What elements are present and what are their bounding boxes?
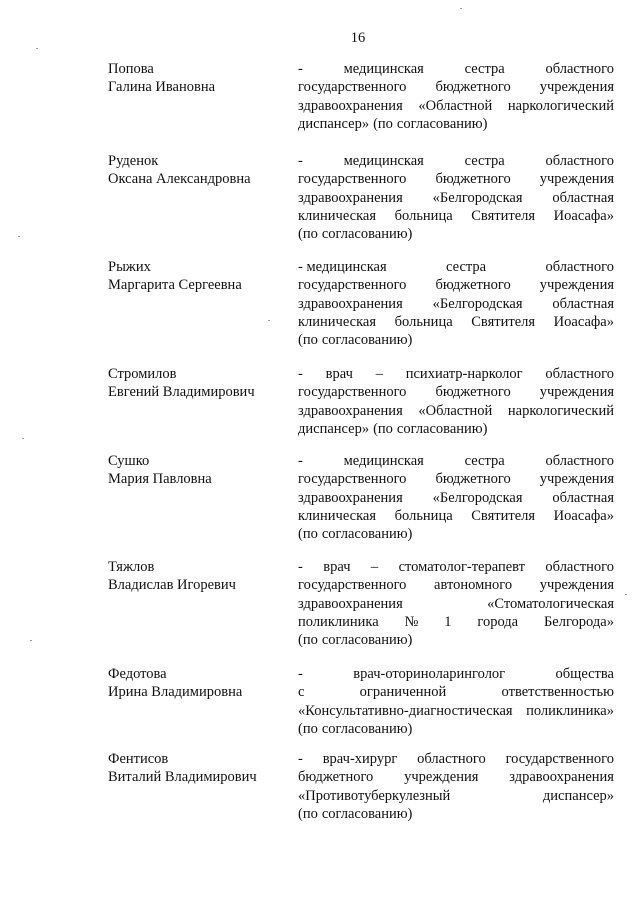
position-word: наркологический — [507, 97, 614, 114]
position-word: учреждения — [539, 471, 614, 488]
position-word: (по — [298, 526, 318, 543]
position-word: (по — [298, 720, 318, 737]
position-word: № — [404, 613, 419, 630]
position-word: (по — [298, 226, 318, 243]
position-line — [298, 331, 614, 349]
position-word: областного — [545, 366, 614, 382]
position-word: Иоасафа» — [553, 507, 614, 524]
position-line — [298, 276, 614, 294]
position-word: согласованию) — [321, 632, 413, 649]
member-name — [108, 258, 288, 295]
position-line — [298, 489, 614, 507]
scan-speck — [625, 594, 627, 595]
member-name — [108, 365, 288, 402]
position-line — [298, 402, 614, 420]
position-word: учреждения — [539, 384, 614, 401]
position-word: согласованию) — [396, 420, 488, 437]
position-word: согласованию) — [321, 332, 413, 349]
member-position — [298, 665, 614, 738]
position-word: здравоохранения — [509, 769, 614, 786]
position-word: бюджетного — [435, 471, 511, 488]
position-word: 1 — [444, 613, 452, 630]
position-word: «Белгородская — [432, 489, 523, 506]
member-position — [298, 258, 614, 349]
position-word: государственного — [505, 751, 614, 767]
position-word: здравоохранения — [298, 97, 403, 114]
position-line — [298, 525, 614, 543]
member-given-names: Оксана Александровна — [108, 171, 251, 188]
member-surname: Руденок — [108, 153, 159, 169]
position-word: «Противотуберкулезный — [298, 787, 451, 804]
position-word: - — [298, 453, 303, 469]
position-line — [298, 189, 614, 207]
member-surname: Сушко — [108, 453, 150, 469]
position-word: диспансер» — [298, 420, 370, 437]
position-word: согласованию) — [321, 526, 413, 543]
position-word: областная — [552, 489, 614, 506]
position-word: бюджетного — [435, 79, 511, 96]
scan-speck — [22, 438, 24, 439]
position-word: государственного — [298, 471, 407, 488]
position-word: диспансер» — [542, 787, 614, 804]
position-line — [298, 365, 614, 383]
position-line — [298, 613, 614, 631]
position-word: врач-хирург — [322, 751, 398, 767]
member-position — [298, 558, 614, 649]
position-word: учреждения — [539, 171, 614, 188]
position-word: согласованию) — [396, 115, 488, 132]
position-word: здравоохранения — [298, 489, 403, 506]
position-word: областного — [545, 453, 614, 469]
position-word: - — [298, 751, 303, 767]
position-word: «Стоматологическая — [487, 595, 614, 612]
position-word: врач-оториноларинголог — [353, 666, 506, 682]
position-word: (по — [298, 632, 318, 649]
position-word: государственного — [298, 171, 407, 188]
member-position — [298, 152, 614, 243]
position-word: «Областной — [418, 97, 493, 114]
position-word: здравоохранения — [298, 295, 403, 312]
position-word: областного — [417, 751, 486, 767]
member-position — [298, 60, 614, 133]
position-word: Иоасафа» — [553, 313, 614, 330]
member-given-names: Владислав Игоревич — [108, 577, 236, 594]
position-word: сестра — [446, 259, 487, 275]
position-word: бюджетного — [435, 171, 511, 188]
member-surname: Попова — [108, 61, 154, 77]
position-word: Святителя — [471, 207, 536, 224]
position-line — [298, 470, 614, 488]
position-word: (по — [373, 115, 393, 132]
position-line — [298, 78, 614, 96]
member-surname: Тяжлов — [108, 559, 155, 575]
position-word: согласованию) — [321, 226, 413, 243]
position-word: «Белгородская — [432, 189, 523, 206]
member-surname: Стромилов — [108, 366, 177, 382]
member-given-names: Мария Павловна — [108, 471, 212, 488]
position-word: медицинская — [343, 153, 424, 169]
position-line — [298, 60, 614, 78]
scan-speck — [268, 320, 270, 321]
position-line — [298, 115, 614, 133]
position-line — [298, 452, 614, 470]
position-word: бюджетного — [435, 384, 511, 401]
position-word: (по — [298, 332, 318, 349]
position-line — [298, 683, 614, 701]
position-word: больница — [394, 507, 453, 524]
position-line — [298, 558, 614, 576]
position-word: клиническая — [298, 313, 377, 330]
position-word: сестра — [464, 153, 505, 169]
member-name — [108, 152, 288, 189]
position-line — [298, 768, 614, 786]
position-word: больница — [394, 207, 453, 224]
member-name — [108, 60, 288, 97]
member-surname: Федотова — [108, 666, 167, 682]
position-line — [298, 152, 614, 170]
position-word: поликлиника — [298, 613, 379, 630]
position-word: «Белгородская — [432, 295, 523, 312]
position-word: - медицинская — [298, 259, 387, 275]
position-word: Святителя — [471, 313, 536, 330]
position-word: учреждения — [539, 79, 614, 96]
position-word: государственного — [298, 79, 407, 96]
position-word: бюджетного — [298, 769, 374, 786]
position-line — [298, 631, 614, 649]
member-name — [108, 750, 288, 787]
position-word: Белгорода» — [543, 613, 614, 630]
member-given-names: Галина Ивановна — [108, 79, 216, 96]
position-word: учреждения — [539, 577, 614, 594]
position-word: - — [298, 559, 303, 575]
position-line — [298, 207, 614, 225]
position-word: врач — [325, 366, 353, 382]
position-word: государственного — [298, 577, 407, 594]
position-line — [298, 665, 614, 683]
member-given-names: Евгений Владимирович — [108, 384, 255, 401]
position-word: клиническая — [298, 207, 377, 224]
position-word: согласованию) — [321, 720, 413, 737]
scan-speck — [36, 48, 38, 49]
position-line — [298, 750, 614, 768]
position-word: – — [375, 366, 383, 382]
position-line — [298, 787, 614, 805]
position-line — [298, 97, 614, 115]
position-line — [298, 507, 614, 525]
position-word: областная — [552, 189, 614, 206]
position-word: - — [298, 366, 303, 382]
position-line — [298, 225, 614, 243]
position-line — [298, 313, 614, 331]
position-word: (по — [298, 805, 318, 822]
member-name — [108, 665, 288, 702]
position-word: - — [298, 61, 303, 77]
position-word: Иоасафа» — [553, 207, 614, 224]
position-word: учреждения — [539, 277, 614, 294]
member-given-names: Маргарита Сергеевна — [108, 277, 242, 294]
position-word: областного — [545, 559, 614, 575]
position-word: - — [298, 666, 303, 682]
position-word: здравоохранения — [298, 595, 403, 612]
position-line — [298, 420, 614, 438]
position-word: сестра — [464, 453, 505, 469]
position-word: – — [370, 559, 379, 575]
position-word: клиническая — [298, 507, 377, 524]
position-word: государственного — [298, 277, 407, 294]
member-surname: Фентисов — [108, 751, 169, 767]
position-word: областного — [545, 61, 614, 77]
position-line — [298, 805, 614, 823]
member-name — [108, 558, 288, 595]
position-word: врач — [323, 559, 351, 575]
page-number: 16 — [350, 30, 366, 46]
member-surname: Рыжих — [108, 259, 151, 275]
position-line — [298, 383, 614, 401]
position-word: медицинская — [343, 453, 424, 469]
position-word: государственного — [298, 384, 407, 401]
member-position — [298, 365, 614, 438]
position-word: бюджетного — [435, 277, 511, 294]
position-word: наркологический — [507, 402, 614, 419]
position-word: больница — [394, 313, 453, 330]
position-line — [298, 258, 614, 276]
position-word: психиатр-нарколог — [405, 366, 523, 382]
position-word: медицинская — [343, 61, 424, 77]
position-word: диспансер» — [298, 115, 370, 132]
position-word: согласованию) — [321, 805, 413, 822]
position-word: учреждения — [404, 769, 479, 786]
position-word: здравоохранения — [298, 189, 403, 206]
position-word: сестра — [464, 61, 505, 77]
position-word: ответственностью — [501, 684, 614, 701]
position-word: областная — [552, 295, 614, 312]
position-word: Святителя — [471, 507, 536, 524]
position-line — [298, 720, 614, 738]
position-word: - — [298, 153, 303, 169]
position-word: «Консультативно-диагностическая — [298, 702, 513, 719]
position-line — [298, 595, 614, 613]
position-word: областного — [545, 259, 614, 275]
position-line — [298, 702, 614, 720]
position-word: ограниченной — [359, 684, 447, 701]
position-line — [298, 295, 614, 313]
member-name — [108, 452, 288, 489]
position-word: общества — [555, 666, 614, 682]
position-word: «Областной — [418, 402, 493, 419]
scan-speck — [18, 236, 20, 237]
scan-speck — [460, 8, 462, 9]
member-given-names: Виталий Владимирович — [108, 769, 257, 786]
position-line — [298, 170, 614, 188]
position-word: автономного — [434, 577, 513, 594]
member-given-names: Ирина Владимировна — [108, 684, 243, 701]
position-word: областного — [545, 153, 614, 169]
position-word: (по — [373, 420, 393, 437]
position-word: стоматолог-терапевт — [398, 559, 526, 575]
position-word: города — [477, 613, 519, 630]
position-word: здравоохранения — [298, 402, 403, 419]
scan-speck — [30, 640, 32, 641]
member-position — [298, 452, 614, 543]
position-line — [298, 576, 614, 594]
member-position — [298, 750, 614, 823]
position-word: поликлиника» — [526, 702, 614, 719]
position-word: с — [298, 684, 305, 701]
